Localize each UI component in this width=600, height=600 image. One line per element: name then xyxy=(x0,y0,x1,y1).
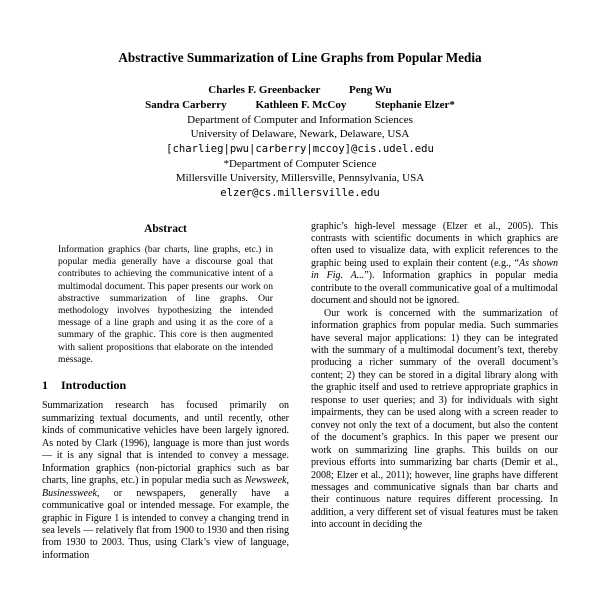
section-title: Introduction xyxy=(61,377,127,392)
intro-paragraph-italic: Newsweek, Businessweek, xyxy=(42,475,289,499)
author-name: Kathleen F. McCoy xyxy=(255,98,347,111)
email-line-1: [charlieg|pwu|carberry|mccoy]@cis.udel.edu xyxy=(166,142,434,155)
email-line-2: elzer@cs.millersville.edu xyxy=(220,186,380,199)
author-name: Peng Wu xyxy=(348,83,392,96)
section-number: 1 xyxy=(42,377,48,392)
author-name: Charles F. Greenbacker xyxy=(208,83,321,96)
intro-paragraph-text: or newspapers, generally have a communicative goal or intended message. For example, the graphic in Figure 1 is intended to convey a changing trend in sea levels — relatively flat from 1900 to 1930 and then rising from 1930 to 2003. Thus, using Clark’s view of language, information xyxy=(42,487,289,561)
column-left xyxy=(42,221,289,563)
author-name: Stephanie Elzer* xyxy=(375,98,455,111)
body-paragraph: Our work is concerned with the summarization of information graphics from popular media. Such summaries have several major applications: 1) they can be integrated with the summary of a multimodal document’s text, thereby producing a richer summary of the overall document’s content; 2) they can be stored in a digital library along with the graphic itself and used to retrieve appropriate graphics in response to user queries; and 3) for individuals with sight impairments, they can be used along with a screen reader to convey not only the text of a document, but also the content of the document’s graphics. In this paper we present our work on summarizing line graphs. This builds on our previous efforts into summarizing bar charts (Demir et al., 2008; Elzer et al., 2011); however, line graphs have different messages and communicative signals than bar charts and their continuous nature requires different processing. In addition, a very different set of visual features must be taken into account in deciding the xyxy=(311,307,558,531)
body-paragraph-text: ”). Information graphics in popular media contribute to the overall communicative goal of a multimodal document and should not be ignored. xyxy=(311,270,558,307)
two-column-body xyxy=(42,221,558,563)
author-line-1 xyxy=(42,83,558,98)
body-paragraph-text: graphic’s high-level message (Elzer et al., 2005). This contrasts with scientific documents in which graphics are often used to visualize data, with explicit references to the graphic being used to explain their content (e.g., “ xyxy=(311,220,558,269)
affiliation-univ-2: Millersville University, Millersville, Pennsylvania, USA xyxy=(175,172,425,184)
intro-paragraph xyxy=(42,400,289,562)
column-right xyxy=(311,221,558,563)
affiliation-dept-2: *Department of Computer Science xyxy=(223,157,377,170)
author-name: Sandra Carberry xyxy=(145,98,227,111)
affiliation-dept-1: Department of Computer and Information Sciences xyxy=(187,113,413,126)
section-heading-introduction xyxy=(42,379,289,391)
body-paragraph xyxy=(311,221,558,308)
body-paragraph-italic: As shown in Fig. A... xyxy=(311,257,558,282)
page-title: Abstractive Summarization of Line Graphs from Popular Media xyxy=(118,50,482,65)
abstract-heading: Abstract xyxy=(144,222,187,235)
abstract-body: Information graphics (bar charts, line graphs, etc.) in popular media generally have a discourse goal that contributes to achieving the communicative intent of a multimodal document. This paper presents our work on abstractive summarization of line graphs. Our methodology involves hypothesizing the intended message of a line graph and using it as the core of a summary of the graphic. This core is then augmented with salient propositions that elaborate on the intended message. xyxy=(58,243,273,365)
intro-paragraph-text: Summarization research has focused primarily on summarizing textual documents, and until recently, other kinds of communicative vehicles have been largely ignored. As noted by Clark (1996), language is more than just words — it is any signal that is intended to convey a message. Information graphics (non-pictorial graphics such as bar charts, line graphs, etc.) in popular media such as xyxy=(42,400,289,487)
author-line-2 xyxy=(42,98,558,113)
affiliation-univ-1: University of Delaware, Newark, Delaware, USA xyxy=(190,128,410,140)
